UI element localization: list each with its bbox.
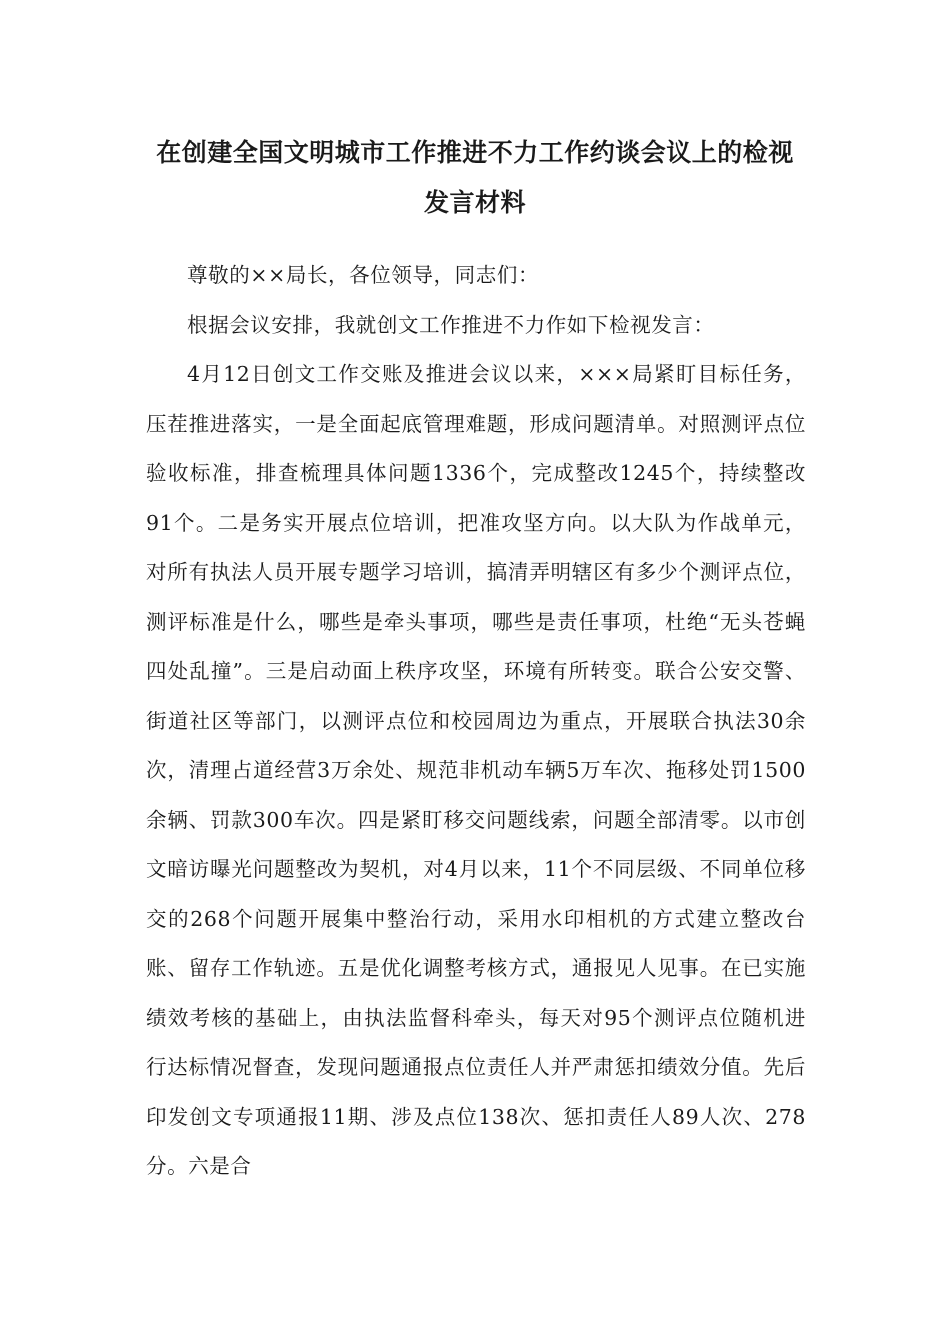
intro-paragraph: 根据会议安排，我就创文工作推进不力作如下检视发言：: [187, 312, 715, 337]
document-title: 在创建全国文明城市工作推进不力工作约谈会议上的检视发言材料: [156, 138, 794, 217]
document-body: [146, 251, 806, 1192]
salutation-paragraph: 尊敬的××局长，各位领导，同志们：: [187, 263, 540, 287]
main-paragraph: 4月12日创文工作交账及推进会议以来，×××局紧盯目标任务，压茬推进落实，一是全面起底管理难题，形成问题清单。对照测评点位验收标准，排查梳理具体问题1336个，完成整改1245个，持续整改91个。二是务实开展点位培训，把准攻坚方向。以大队为作战单元，对所有执法人员开展专题学习培训，搞清弄明辖区有多少个测评点位，测评标准是什么，哪些是牵头事项，哪些是责任事项，杜绝“无头苍蝇四处乱撞”。三是启动面上秩序攻坚，环境有所转变。联合公安交警、街道社区等部门，以测评点位和校园周边为重点，开展联合执法30余次，清理占道经营3万余处、规范非机动车辆5万车次、拖移处罚1500余辆、罚款300车次。四是紧盯移交问题线索，问题全部清零。以市创文暗访曝光问题整改为契机，对4月以来，11个不同层级、不同单位移交的268个问题开展集中整治行动，采用水印相机的方式建立整改台账、留存工作轨迹。五是优化调整考核方式，通报见人见事。在已实施绩效考核的基础上，由执法监督科牵头，每天对95个测评点位随机进行达标情况督查，发现问题通报点位责任人并严肃惩扣绩效分值。先后印发创文专项通报11期、涉及点位138次、惩扣责任人89人次、278分。六是合: [146, 362, 806, 1178]
